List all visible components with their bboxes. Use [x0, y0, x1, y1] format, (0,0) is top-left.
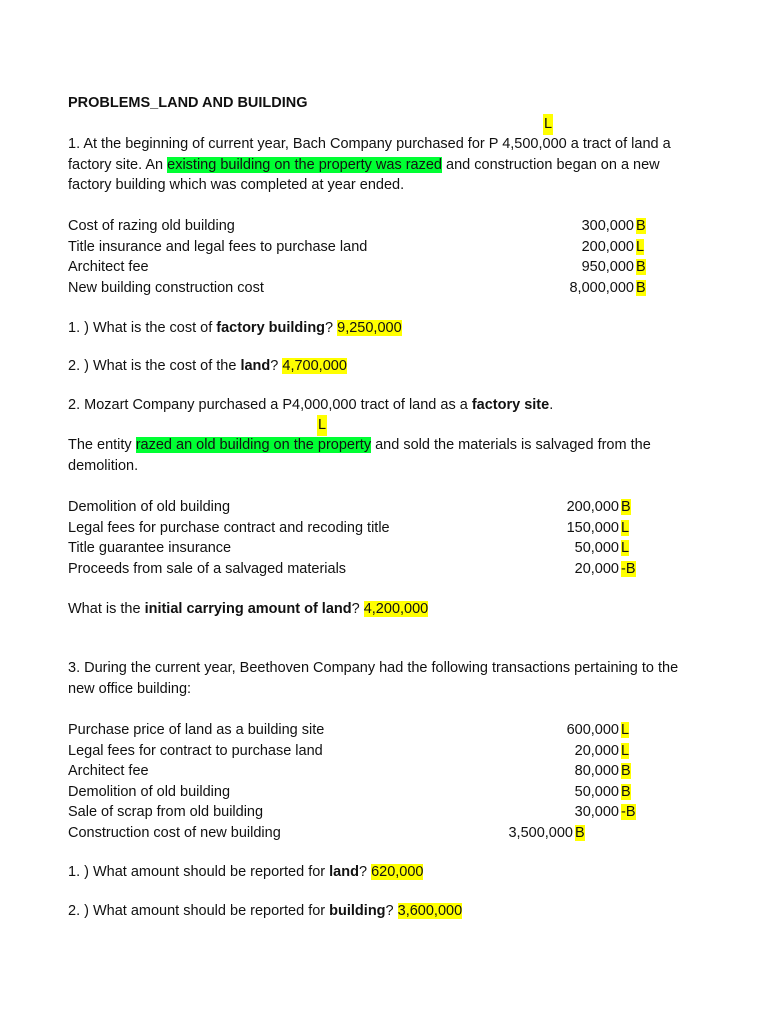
cost-row — [68, 761, 668, 782]
classification-code: L — [636, 238, 645, 255]
cost-row — [68, 237, 668, 258]
cost-amount: 200,000 — [581, 238, 634, 255]
problem-1-question-2: 2. ) What is the cost of the land? 4,700,000 — [68, 358, 347, 374]
cost-amount: 600,000 — [566, 722, 619, 738]
cost-description: Purchase price of land as a building site — [68, 722, 325, 738]
cost-description: Demolition of old building — [68, 499, 231, 515]
cost-row — [68, 823, 668, 844]
cost-amount: 150,000 — [566, 519, 619, 536]
cost-row — [68, 802, 668, 823]
classification-code: B — [636, 218, 646, 234]
answer-highlight: 3,600,000 — [397, 903, 463, 919]
problem-1-question-1: 1. ) What is the cost of factory building? 9,250,000 — [68, 320, 402, 336]
cost-amount: 80,000 — [574, 763, 619, 779]
cost-description: Demolition of old building — [68, 783, 231, 800]
problem-1-intro: 1. At the beginning of current year, Bach Company purchased for P 4,500,000 a tract of land a factory site. An existing building on the property was razed and construction began on a new factory building which was completed at year ended. — [68, 136, 671, 193]
answer-highlight: 4,200,000 — [363, 601, 429, 617]
cost-description: New building construction cost — [68, 279, 264, 296]
answer-highlight: 9,250,000 — [337, 320, 402, 336]
cost-amount: 8,000,000 — [569, 279, 634, 296]
problem-2-paragraph: The entity razed an old building on the property and sold the materials is salvaged from the demolition. — [68, 437, 651, 474]
cost-row — [68, 278, 668, 299]
cost-description: Title guarantee insurance — [68, 540, 232, 556]
cost-description: Construction cost of new building — [68, 824, 281, 841]
problem-3-question-2: 2. ) What amount should be reported for building? 3,600,000 — [68, 903, 463, 919]
classification-code: B — [636, 259, 646, 275]
classification-code: -B — [621, 560, 636, 577]
highlight-green: existing building on the property was razed — [167, 156, 442, 173]
cost-row — [68, 559, 668, 580]
problem-3-question-1: 1. ) What amount should be reported for land? 620,000 — [68, 864, 424, 880]
classification-code: B — [636, 279, 646, 296]
cost-amount: 50,000 — [574, 783, 619, 800]
cost-row — [68, 497, 668, 518]
classification-code: B — [575, 824, 585, 841]
problem-3-intro: 3. During the current year, Beethoven Company had the following transactions pertaining to the new office building: — [68, 660, 679, 697]
cost-amount: 20,000 — [574, 560, 619, 577]
classification-code: L — [621, 519, 630, 536]
document-title: PROBLEMS_LAND AND BUILDING — [68, 95, 308, 111]
cost-description: Legal fees for purchase contract and recoding title — [68, 519, 390, 536]
problem-2-question: What is the initial carrying amount of land? 4,200,000 — [68, 601, 429, 617]
cost-amount: 20,000 — [574, 742, 619, 759]
classification-code: -B — [621, 804, 636, 820]
classification-code: B — [621, 783, 631, 800]
cost-row — [68, 741, 668, 762]
classification-code: B — [621, 499, 631, 515]
cost-amount: 3,500,000 — [508, 824, 573, 841]
cost-description: Sale of scrap from old building — [68, 804, 264, 820]
classification-code: L — [621, 540, 630, 556]
cost-amount: 300,000 — [581, 218, 634, 234]
cost-description: Architect fee — [68, 763, 149, 779]
land-marker: L — [317, 415, 327, 436]
cost-row — [68, 518, 668, 539]
cost-description: Proceeds from sale of a salvaged materials — [68, 560, 347, 577]
cost-amount: 30,000 — [574, 804, 619, 820]
cost-amount: 50,000 — [574, 540, 619, 556]
highlight-green: razed an old building on the property — [135, 437, 372, 453]
cost-description: Architect fee — [68, 259, 149, 275]
cost-description: Cost of razing old building — [68, 218, 235, 234]
cost-description: Title insurance and legal fees to purchase land — [68, 238, 368, 255]
land-marker: L — [543, 114, 553, 135]
cost-amount: 950,000 — [581, 259, 634, 275]
answer-highlight: 4,700,000 — [282, 358, 347, 374]
cost-row — [68, 720, 668, 741]
cost-row — [68, 257, 668, 278]
cost-row — [68, 538, 668, 559]
cost-amount: 200,000 — [566, 499, 619, 515]
classification-code: L — [621, 722, 630, 738]
problem-2-intro: 2. Mozart Company purchased a P4,000,000 tract of land as a factory site. — [68, 397, 554, 413]
classification-code: L — [621, 742, 630, 759]
cost-description: Legal fees for contract to purchase land — [68, 742, 323, 759]
classification-code: B — [621, 763, 631, 779]
cost-row — [68, 216, 668, 237]
answer-highlight: 620,000 — [371, 864, 424, 880]
cost-row — [68, 782, 668, 803]
